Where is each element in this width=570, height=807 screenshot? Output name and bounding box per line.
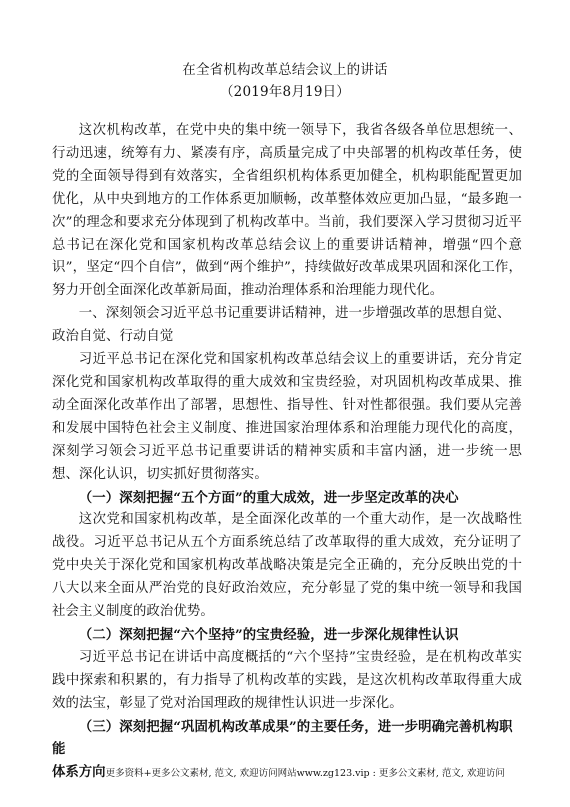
intro-paragraph: 这次机构改革，在党中央的集中统一领导下，我省各级各单位思想统一、行动迅速，统筹有力、紧凑有序，高质量完成了中央部署的机构改革任务，使党的全面领导得到有效落实，全省组织机构体系更加健全，机构职能配置更加优化，从中央到地方的工作体系更加顺畅，改革整体效应更加凸显，“最多跑一次”的理念和要求充分体现到了机构改革中。当前，我们要深入学习贯彻习近平总书记在深化党和国家机构改革总结会议上的重要讲话精神，增强“四个意识”，坚定“四个自信”，做到“两个维护”，持续做好改革成果巩固和深化工作，努力开创全面深化改革新局面，推动治理体系和治理能力现代化。 xyxy=(52,123,522,299)
footer-line xyxy=(52,761,522,786)
subsection-1-heading: （一）深刻把握“五个方面”的重大成效，进一步坚定改革的决心 xyxy=(78,489,459,506)
subsection-1-paragraph: 这次党和国家机构改革，是全面深化改革的一个重大动作，是一次战略性战役。习近平总书记从五个方面系统总结了改革取得的重大成效，充分证明了党中央关于深化党和国家机构改革战略决策是完全正确的，充分反映出党的十八大以来全面从严治党的良好政治效应，充分彰显了党的集中统一领导和我国社会主义制度的政治优势。 xyxy=(52,512,522,620)
subsection-2-heading: （二）深刻把握“六个坚持”的宝贵经验，进一步深化规律性认识 xyxy=(78,626,459,643)
subsection-2-paragraph: 习近平总书记在讲话中高度概括的“六个坚持”宝贵经验，是在机构改革实践中探索和积累的，有力指导了机构改革的实践，是这次机构改革取得重大成效的法宝，彰显了党对治国理政的规律性认识进一步深化。 xyxy=(52,649,522,711)
document-date: （2019年8月19日） xyxy=(219,84,351,100)
section-1-paragraph: 习近平总书记在深化党和国家机构改革总结会议上的重要讲话，充分肯定深化党和国家机构改革取得的重大成效和宝贵经验，对巩固机构改革成果、推动全面深化改革作出了部署，思想性、指导性、针对性都很强。我们要从完善和发展中国特色社会主义制度、推进国家治理体系和治理能力现代化的高度，深刻学习领会习近平总书记重要讲话的精神实质和丰富内涵，进一步统一思想、深化认识，切实抓好贯彻落实。 xyxy=(52,352,522,482)
website-footer-note: 更多资料+更多公文素材, 范文, 欢迎访问网站www.zg123.vip : 更多公文素材, 范文, 欢迎访问 xyxy=(105,768,505,780)
section-1-heading: 一、深刻领会习近平总书记重要讲话精神，进一步增强改革的思想自觉、政治自觉、行动自觉 xyxy=(52,306,511,345)
document-title: 在全省机构改革总结会议上的讲话 xyxy=(182,62,388,78)
subsection-3-heading-tail: 体系方向 xyxy=(52,764,106,781)
document-body xyxy=(52,120,522,786)
subsection-3-heading: （三）深刻把握“巩固机构改革成果”的主要任务，进一步明确完善机构职能 xyxy=(52,718,513,758)
